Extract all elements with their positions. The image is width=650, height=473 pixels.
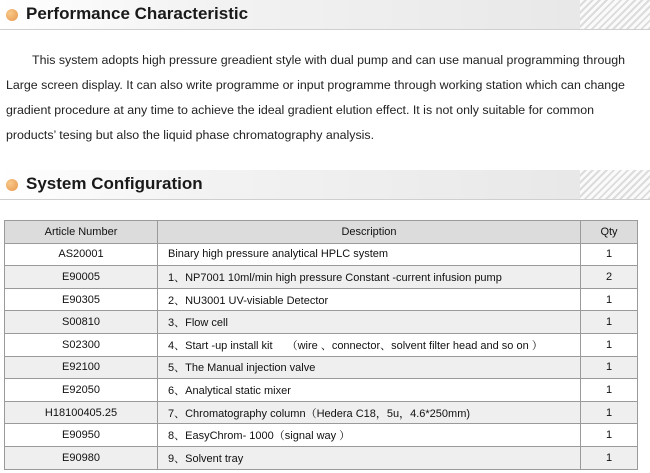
- bullet-dot-icon: [6, 179, 18, 191]
- table-row: [5, 356, 638, 379]
- header-article-number: Article Number: [5, 221, 158, 244]
- table-header-row: [5, 221, 638, 244]
- configuration-table: [4, 220, 638, 470]
- description-cell: 2、NU3001 UV-visiable Detector: [158, 288, 581, 311]
- article-number-cell: AS20001: [5, 243, 158, 266]
- header-stripe-decoration: [580, 170, 650, 200]
- article-number-cell: E92050: [5, 379, 158, 402]
- table-row: [5, 401, 638, 424]
- qty-cell: 1: [581, 243, 638, 266]
- performance-paragraph: This system adopts high pressure greadient style with dual pump and can use manual programming through Large screen display. It can also write programme or input programme through working station which can change gradient procedure at any time to achieve the ideal gradient elution effect. It is not only suitable for common products’ tesing but also the liquid phase chromatography analysis.: [6, 53, 626, 142]
- header-stripe-decoration: [580, 0, 650, 30]
- table-row: [5, 311, 638, 334]
- article-number-cell: S00810: [5, 311, 158, 334]
- qty-cell: 1: [581, 311, 638, 334]
- configuration-section-header: [0, 170, 650, 200]
- performance-title: Performance Characteristic: [26, 4, 249, 23]
- article-number-cell: S02300: [5, 333, 158, 356]
- bullet-dot-icon: [6, 9, 18, 21]
- table-row: [5, 288, 638, 311]
- article-number-cell: H18100405.25: [5, 401, 158, 424]
- article-number-cell: E92100: [5, 356, 158, 379]
- description-cell: 5、The Manual injection valve: [158, 356, 581, 379]
- description-cell: 9、Solvent tray: [158, 446, 581, 469]
- qty-cell: 1: [581, 401, 638, 424]
- table-row: [5, 333, 638, 356]
- table-body: [5, 243, 638, 469]
- description-cell: 7、Chromatography column（Hedera C18，5u，4.6*250mm): [158, 401, 581, 424]
- qty-cell: 1: [581, 333, 638, 356]
- qty-cell: 1: [581, 379, 638, 402]
- qty-cell: 1: [581, 288, 638, 311]
- header-underline: [0, 29, 650, 30]
- qty-cell: 1: [581, 356, 638, 379]
- qty-cell: 2: [581, 266, 638, 289]
- header-qty: Qty: [581, 221, 638, 244]
- table-row: [5, 379, 638, 402]
- article-number-cell: E90305: [5, 288, 158, 311]
- description-cell: 6、Analytical static mixer: [158, 379, 581, 402]
- table-row: [5, 243, 638, 266]
- description-cell: 3、Flow cell: [158, 311, 581, 334]
- article-number-cell: E90950: [5, 424, 158, 447]
- table-row: [5, 446, 638, 469]
- header-underline: [0, 199, 650, 200]
- table-row: [5, 266, 638, 289]
- table-row: [5, 424, 638, 447]
- article-number-cell: E90005: [5, 266, 158, 289]
- qty-cell: 1: [581, 446, 638, 469]
- header-description: Description: [158, 221, 581, 244]
- description-cell: 8、EasyChrom- 1000（signal way ）: [158, 424, 581, 447]
- qty-cell: 1: [581, 424, 638, 447]
- description-cell: Binary high pressure analytical HPLC system: [158, 243, 581, 266]
- description-cell: 1、NP7001 10ml/min high pressure Constant -current infusion pump: [158, 266, 581, 289]
- performance-section-header: [0, 0, 650, 30]
- description-cell: 4、Start -up install kit （wire 、connector、solvent filter head and so on ）: [158, 333, 581, 356]
- configuration-title: System Configuration: [26, 174, 203, 193]
- article-number-cell: E90980: [5, 446, 158, 469]
